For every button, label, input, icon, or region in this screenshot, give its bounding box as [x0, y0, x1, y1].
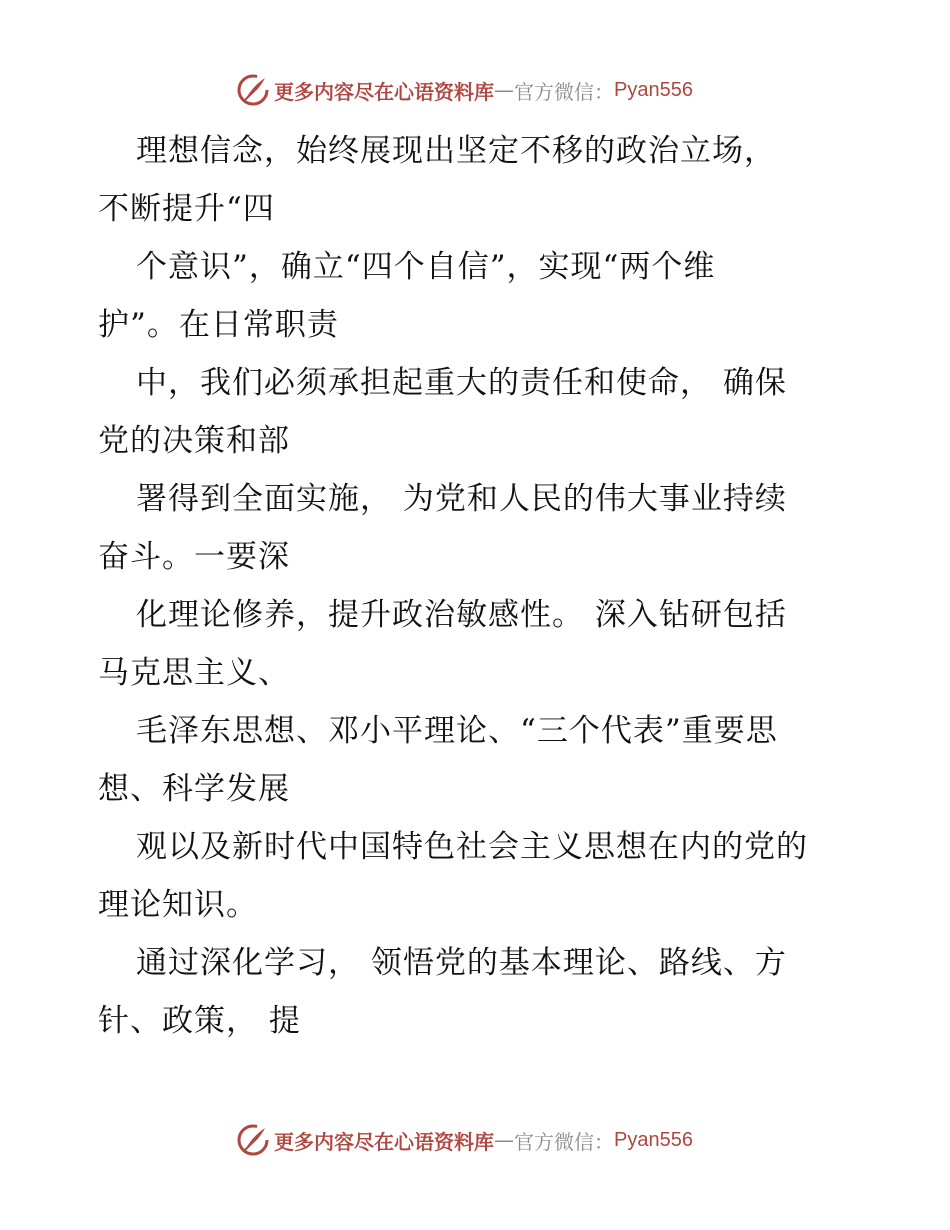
footer-watermark — [236, 1122, 693, 1158]
document-body — [98, 122, 888, 1050]
body-line: 不断提升“四 — [98, 191, 275, 227]
body-line: 观以及新时代中国特色社会主义思想在内的党的 — [136, 829, 808, 865]
watermark-dash: — — [494, 1128, 514, 1152]
body-line: 理论知识。 — [98, 887, 258, 923]
body-line: 署得到全面实施， 为党和人民的伟大事业持续 — [136, 481, 787, 517]
feather-quill-logo-icon — [236, 73, 270, 107]
watermark-title: 更多内容尽在心语资料库 — [274, 79, 494, 104]
body-line: 党的决策和部 — [98, 423, 290, 459]
watermark-wechat-id: Pyan556 — [614, 78, 693, 101]
body-line: 奋斗。一要深 — [98, 539, 290, 575]
body-line: 理想信念，始终展现出坚定不移的政治立场， — [136, 133, 776, 169]
watermark-wechat-label: 官方微信： — [514, 1129, 614, 1154]
body-line: 毛泽东思想、邓小平理论、“三个代表”重要思 — [136, 713, 778, 749]
body-line: 护”。在日常职责 — [98, 307, 339, 343]
body-line: 中，我们必须承担起重大的责任和使命， 确保 — [136, 365, 787, 401]
body-line: 马克思主义、 — [98, 655, 290, 691]
body-line: 化理论修养，提升政治敏感性。 深入钻研包括 — [136, 597, 787, 633]
watermark-dash: — — [494, 78, 514, 102]
body-line: 针、政策， 提 — [98, 1003, 301, 1039]
header-watermark — [236, 72, 693, 108]
body-line: 想、科学发展 — [98, 771, 290, 807]
watermark-wechat-label: 官方微信： — [514, 79, 614, 104]
feather-quill-logo-icon — [236, 1123, 270, 1157]
body-line: 通过深化学习， 领悟党的基本理论、路线、方 — [136, 945, 787, 981]
body-line: 个意识”，确立“四个自信”，实现“两个维 — [136, 249, 716, 285]
watermark-title: 更多内容尽在心语资料库 — [274, 1129, 494, 1154]
watermark-wechat-id: Pyan556 — [614, 1128, 693, 1151]
